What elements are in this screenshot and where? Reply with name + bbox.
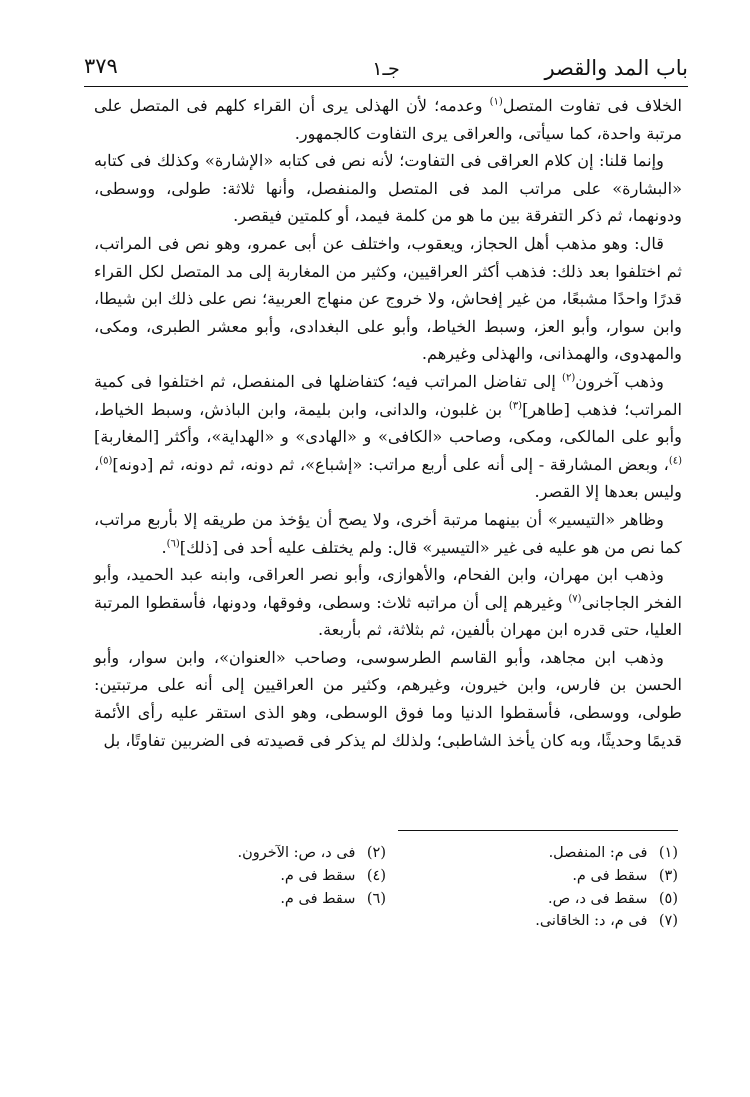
- body-paragraph: [94, 506, 682, 561]
- footnote-row: [94, 910, 678, 933]
- text-segment: وذهب ابن مهران، وابن الفحام، والأهوازى، وأبو نصر العراقى، وابنه عبد الحميد، وأبو الفخر الجاجانى: [94, 565, 682, 612]
- footnote-text: سقط فى م.: [280, 890, 356, 907]
- body-paragraph: [94, 147, 682, 230]
- text-segment: ، وليس بعدها إلا القصر.: [94, 454, 682, 502]
- text-segment: .: [161, 537, 167, 557]
- text-segment: الخلاف فى تفاوت المتصل: [502, 96, 683, 115]
- footnote-row: [94, 865, 678, 888]
- footnote-text: فى د، ص: الآخرون.: [237, 845, 356, 861]
- footnote: [94, 888, 386, 911]
- footnotes: [94, 842, 678, 933]
- footnote-number: (٦): [366, 890, 386, 907]
- text-segment: وإنما قلنا: إن كلام العراقى فى التفاوت؛ لأنه نص فى كتابه «الإشارة» وكذلك فى كتابه «البشارة» على مراتب المد فى المتصل والمنفصل، وأنها ثلاثة: طولى، ووسطى، ودونهما، ثم ذكر التفرقة بين ما هو من كلمة فيمد، أو كلمتين فيقصر.: [94, 151, 682, 226]
- footnote-number: (٤): [366, 867, 386, 884]
- footnote: [386, 842, 678, 865]
- footnote: [386, 865, 678, 888]
- text-segment: ، وبعض المشارقة - إلى أنه على أربع مراتب: «إشباع»، ثم دونه، ثم دونه، ثم [دونه]: [112, 454, 669, 474]
- footnote: [386, 910, 678, 933]
- footnote-number: (٢): [366, 845, 386, 861]
- footnote-text: سقط فى م.: [280, 867, 356, 884]
- text-segment: وذهب آخرون: [575, 371, 664, 391]
- footnote-marker: (١): [489, 96, 503, 108]
- footnote-number: (٥): [658, 890, 678, 907]
- body-paragraph: [94, 368, 682, 506]
- footnote-marker: (٣): [508, 400, 523, 412]
- footnote-marker: (٢): [562, 372, 576, 384]
- text-segment: إلى تفاضل المراتب فيه؛ كتفاضلها فى المنفصل، ثم اختلفوا فى كمية المراتب؛ فذهب [طاهر]: [94, 371, 682, 419]
- text-segment: وظاهر «التيسير» أن بينهما مرتبة أخرى، ولا يصح أن يؤخذ من طريقه إلا بأربع مراتب، كما نص من هو عليه فى غير «التيسير» قال: ولم يختلف عليه أحد فى [ذلك]: [94, 509, 682, 557]
- footnote-rule: [398, 830, 678, 831]
- footnote-number: (٣): [658, 867, 678, 884]
- page-number: ٣٧٩: [84, 54, 118, 78]
- footnote-row: [94, 842, 678, 865]
- volume-number: جـ١: [372, 58, 400, 80]
- body-paragraph: [94, 561, 682, 644]
- footnote-number: (١): [658, 845, 678, 861]
- footnote-text: فى م، د: الخاقانى.: [535, 913, 648, 930]
- footnote: [94, 910, 386, 933]
- footnote: [94, 842, 386, 865]
- footnote-number: (٧): [658, 913, 678, 930]
- footnote-marker: (٤): [668, 455, 682, 467]
- footnote: [386, 888, 678, 911]
- footnote-row: [94, 888, 678, 911]
- body-paragraph: [94, 644, 682, 754]
- text-segment: وذهب ابن مجاهد، وأبو القاسم الطرسوسى، وصاحب «العنوان»، وابن سوار، وأبو الحسن بن فارس، وابن خيرون، وغيرهم، وكثير من العراقيين إلى أنه على مرتبتين: طولى، ووسطى، فأسقطوا الدنيا وما فوق الوسطى، وهو الذى استقر عليه رأى الأئمة قديمًا وحديثًا، وبه كان يأخذ الشاطبى؛ ولذلك لم يذكر فى قصيدته فى الضربين تفاوتًا، بل: [94, 647, 682, 750]
- footnote-text: سقط فى د، ص.: [548, 890, 648, 907]
- footnote-marker: (٥): [99, 455, 113, 467]
- page-header: [84, 50, 688, 86]
- footnote-text: سقط فى م.: [572, 867, 648, 884]
- header-rule: [84, 86, 688, 87]
- text-segment: قال: وهو مذهب أهل الحجاز، ويعقوب، واختلف عن أبى عمرو، وهو نص فى المراتب، ثم اختلفوا بعد ذلك: فذهب أكثر العراقيين، وكثير من المغاربة إلى مد المتصل لكل القراء قدرًا واحدًا مشبعًا، من غير إفحاش، ولا خروج عن منهاج العربية؛ نص على ذلك ابن شيطا، وابن سوار، وأبو العز، وسبط الخياط، وأبو على البغدادى، وأبو معشر الطبرى، ومكى، والمهدوى، والهمذانى، والهذلى وغيرهم.: [94, 233, 682, 364]
- chapter-title: باب المد والقصر: [544, 56, 688, 80]
- footnote-text: فى م: المنفصل.: [548, 845, 648, 861]
- text-segment: وعدمه؛ لأن الهذلى يرى أن القراء كلهم فى المتصل على مرتبة واحدة، كما سيأتى، والعراقى يرى التفاوت كالجمهور.: [94, 96, 682, 143]
- footnote-marker: (٦): [166, 538, 180, 550]
- footnote-marker: (٧): [568, 593, 582, 605]
- text-segment: وغيرهم إلى أن مراتبه ثلاث: وسطى، وفوقها، ودونها، فأسقطوا المرتبة العليا، حتى قدره ابن مهران بألفين، ثم بثلاثة، ثم بأربعة.: [94, 592, 682, 640]
- text-segment: بن غلبون، والدانى، وابن بليمة، وابن الباذش، وسبط الخياط، وأبو على المالكى، ومكى، وصاحب «الكافى» و «الهادى» و «الهداية»، وأكثر [المغاربة]: [94, 399, 682, 447]
- footnote: [94, 865, 386, 888]
- body-paragraph: [94, 92, 682, 147]
- main-text: [94, 92, 682, 754]
- body-paragraph: [94, 230, 682, 368]
